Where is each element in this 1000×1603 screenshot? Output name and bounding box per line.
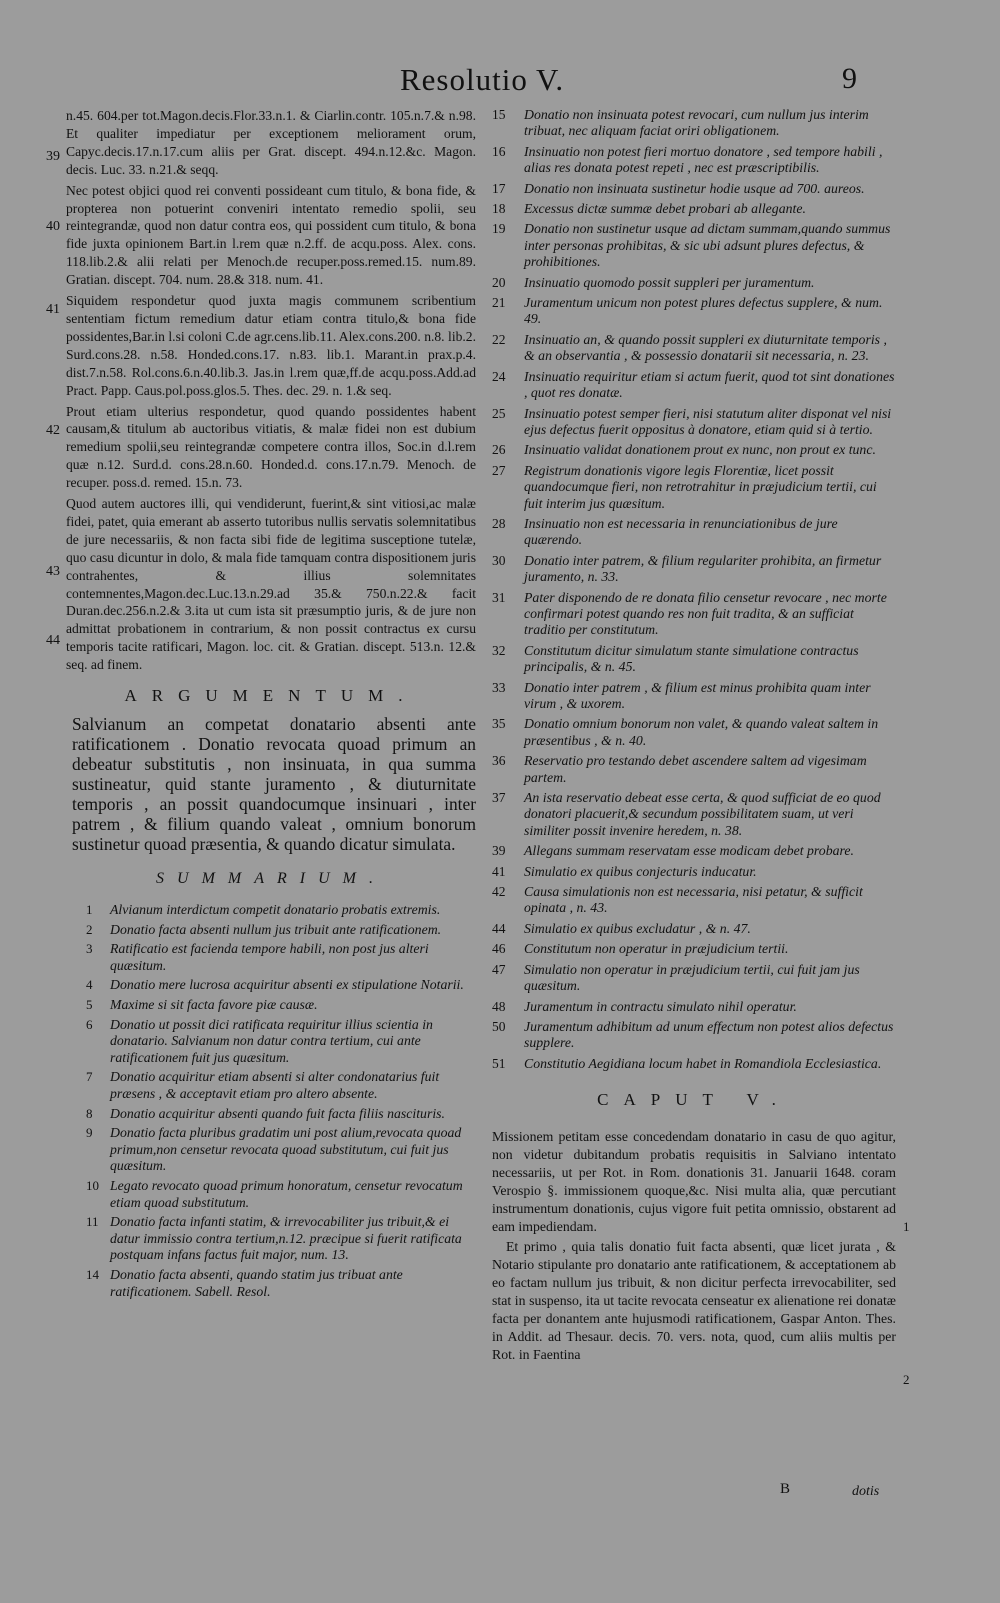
summarium-item: 11 Donatio facta infanti statim, & irrevocabiliter jus tribuit,& ei datur immissio contra tertium,n.12. præcipue si fuerit ratificata postquam infans factus fuit major, num. 13.	[86, 1214, 462, 1263]
margin-number: 40	[46, 219, 60, 234]
caput-title: CAPUT V.	[597, 1090, 791, 1110]
summarium-item: 25 Insinuatio potest semper fieri, nisi statutum aliter disponat vel nisi ejus defectus fuerit oppositus à donatore, etiam quid si à tertio.	[492, 405, 892, 437]
summarium-item: 9 Donatio facta pluribus gradatim uni post alium,revocata quoad primum,non censetur revocata quoad substitutum, cui fuit jus quæsitum.	[86, 1125, 462, 1174]
margin-number: 39	[46, 149, 60, 164]
argumentum-title: ARGUMENTUM.	[124, 686, 418, 706]
page-number: 9	[842, 62, 857, 95]
left-paragraph-1: n.45. 604.per tot.Magon.decis.Flor.33.n.1. & Ciarlin.contr. 105.n.7.& n.98. Et qualiter impediatur per exceptionem meliorament orum, Capyc.decis.17.n.17.cum aliis per Grat. discept. 494.n.12.&c. Magon. decis. Luc. 33. n.21.& seqq.	[66, 108, 476, 177]
caput-paragraph-1: Missionem petitam esse concedendam donatario in casu de quo agitur, non videtur dubitandum probatis requisitis in Salviano intentato necessariis, ut per Rot. in Rom. donationis 31. Januarii 1648. coram Verospio §. immissionem quoque,&c. Nisi multa alia, quæ percutiant instrumentum donationis, cujus vigore fuit petita omnissio, obstarent ad eam impediendam.	[492, 1129, 896, 1235]
left-paragraph-3: Siquidem respondetur quod juxta magis communem scribentium sententiam fictum remedium datur etiam contra titulo,& bona fide possidentes,Bar.in l.si coloni C.de agr.cens.lib.11. Alex.cons.200. n.8. lib.2. Surd.cons.28. n.58. Honded.cons.17. n.83. lib.1. Marant.in prax.p.4. dist.7.n.58. Rol.cons.6.n.40.lib.3. Jas.in l.rem quæ,ff.de acqu.poss.Add.ad Pract. Papp. Caus.pol.poss.glos.5. Thes. dec. 29. n. 1.& seq.	[66, 293, 476, 398]
summarium-continued-list	[492, 107, 896, 1072]
margin-number: 43	[46, 564, 60, 579]
argumentum-text: Salvianum an competat donatario absenti ante ratificationem . Donatio revocata quoad primum an debeatur substitutis , non insinuata, in qua summa sustineatur, quid stante juramento , & diuturnitate temporis , an possit quandocumque insinuari , inter patrem , & filium quando valeat , omnium bonorum sustinetur quoad præsentia, & quando dicatur simulata.	[72, 714, 476, 855]
summarium-item: 20 Insinuatio quomodo possit suppleri per juramentum.	[492, 274, 815, 290]
summarium-item: 16 Insinuatio non potest fieri mortuo donatore , sed tempore habili , alias res donata potest repeti , nec est præscriptibilis.	[492, 143, 883, 176]
summarium-item: 5 Maxime si sit facta favore piæ causæ.	[86, 997, 318, 1013]
page-header	[0, 62, 1000, 102]
margin-number: 1	[903, 1219, 910, 1234]
margin-number: 42	[46, 423, 60, 438]
summarium-item: 19 Donatio non sustinetur usque ad dictam summam,quando summus inter personas prohibitas, & sic ubi adsunt plures defectus, & prohibitiones.	[492, 221, 891, 270]
summarium-item: 24 Insinuatio requiritur etiam si actum fuerit, quod tot sint donationes , quot res donatæ.	[492, 368, 895, 401]
summarium-item: 47 Simulatio non operatur in præjudicium tertii, cui fuit jam jus quæsitum.	[492, 961, 860, 994]
summarium-item: 41 Simulatio ex quibus conjecturis inducatur.	[492, 863, 757, 879]
summarium-item: 1 Alvianum interdictum competit donatario probatis extremis.	[86, 902, 441, 918]
summarium-item: 26 Insinuatio validat donationem prout ex nunc, non prout ex tunc.	[492, 442, 876, 458]
left-paragraph-2: Nec potest objici quod rei conventi possideant cum titulo, & bona fide, & propterea non potuerint conveniri intentato remedio spolii, seu reintegrandæ, quod non datur contra eos, qui possident cum titulo, & bona fide juxta opinionem Bart.in l.rem quæ n.2.ff. de acqu.poss. Alex. cons. 118.lib.2.& alii relati per Menoch.de recuper.poss.remed.15. num.89. Gratian. discept. 704. num. 28.& 318. num. 41.	[66, 182, 476, 288]
summarium-item: 2 Donatio facta absenti nullum jus tribuit ante ratificationem.	[86, 921, 442, 937]
summarium-list	[66, 902, 476, 1300]
summarium-item: 44 Simulatio ex quibus excludatur , & n. 47.	[492, 920, 751, 936]
summarium-item: 37 An ista reservatio debeat esse certa, & quod sufficiat de eo quod donatori placuerit,& secundum possibilitatem suam, ut veri similiter possit invenire heredem, n. 38.	[492, 790, 881, 838]
summarium-item: 21 Juramentum unicum non potest plures defectus supplere, & num. 49.	[492, 295, 883, 327]
running-title: Resolutio V.	[400, 62, 565, 97]
summarium-item: 17 Donatio non insinuata sustinetur hodie usque ad 700. aureos.	[492, 180, 865, 196]
summarium-item: 30 Donatio inter patrem, & filium regulariter prohibita, an firmetur juramento, n. 33.	[492, 552, 882, 585]
margin-number: 2	[903, 1372, 910, 1387]
right-column	[492, 107, 896, 1366]
summarium-item: 28 Insinuatio non est necessaria in renunciationibus de jure quærendo.	[492, 515, 838, 548]
summarium-item: 32 Constitutum dicitur simulatum stante simulatione contractus principalis, & n. 45.	[492, 642, 859, 675]
summarium-item: 39 Allegans summam reservatam esse modicam debet probare.	[492, 843, 854, 859]
signature-mark: B	[780, 1481, 791, 1497]
summarium-item: 3 Ratificatio est facienda tempore habili, non post jus alteri quæsitum.	[86, 941, 429, 973]
summarium-item: 42 Causa simulationis non est necessaria, nisi petatur, & sufficit opinata , n. 43.	[492, 884, 863, 916]
left-paragraph-5: Quod autem auctores illi, qui vendiderunt, fuerint,& sint vitiosi,ac malæ fidei, patet, quia emerant ab asserto tutoribus nullis servatis solemnitatibus de jure necessariis, & non facta sibi fide de legitima susceptione tutelæ, quo casu dicuntur in dolo, & mala fide tamquam contra dispositionem juris contrahentes, & illius solemnitates contemnentes,Magon.dec.Luc.13.n.29.ad 35.& 750.n.22.& facit Duran.dec.256.n.2.& 3.ita ut cum ista sit præsumptio juris, & de jure non admittat probationem in contrarium, & non possit contractus ex cursu temporis tacite ratificari, Magon. loc. cit. & Gratian. discept. 513.n. 12.& seq. ad finem.	[66, 496, 476, 673]
summarium-item: 4 Donatio mere lucrosa acquiritur absenti ex stipulatione Notarii.	[86, 977, 464, 993]
margin-number: 44	[46, 633, 60, 648]
summarium-item: 51 Constitutio Aegidiana locum habet in Romandiola Ecclesiastica.	[492, 1055, 882, 1071]
summarium-item: 7 Donatio acquiritur etiam absenti si alter condonatarius fuit præsens , & acceptavit etiam pro altero absente.	[86, 1069, 440, 1102]
summarium-item: 27 Registrum donationis vigore legis Florentiæ, licet possit quandocumque fieri, non retrotrahitur in præjudicium tertii, cui fuit interim jus quæsitum.	[492, 462, 877, 511]
catchword: dotis	[852, 1484, 880, 1499]
summarium-item: 46 Constitutum non operatur in præjudicium tertii.	[492, 941, 789, 957]
left-column	[66, 107, 476, 1303]
summarium-item: 36 Reservatio pro testando debet ascendere saltem ad vigesimam partem.	[492, 753, 867, 785]
summarium-item: 15 Donatio non insinuata potest revocari, cum nullum jus interim tribuat, nec aliquam faciat oriri obligationem.	[492, 107, 869, 139]
left-paragraph-4: Prout etiam ulterius respondetur, quod quando possidentes habent causam,& titulum ab auctoribus vitiatis, & malæ fidei non est dubium remedium spolii,seu reintegrandæ competere contra illos, Soc.in d.l.rem quæ n.12. Surd.d. cons.28.n.60. Honded.d. cons.17.n.79. Menoch. de recuper. poss.d. remed. 15.n. 73.	[66, 403, 476, 491]
summarium-item: 8 Donatio acquiritur absenti quando fuit facta filiis nascituris.	[86, 1105, 445, 1121]
summarium-item: 31 Pater disponendo de re donata filio censetur revocare , nec morte confirmari potest quando res non fuit tradita, & an sufficiat traditio per constitutum.	[492, 589, 887, 638]
summarium-title: SUMMARIUM.	[156, 870, 386, 888]
summarium-item: 48 Juramentum in contractu simulato nihil operatur.	[492, 998, 797, 1014]
summarium-item: 35 Donatio omnium bonorum non valet, & quando valeat saltem in præsentibus , & n. 40.	[492, 716, 879, 748]
summarium-item: 18 Excessus dictæ summæ debet probari ab allegante.	[492, 201, 806, 217]
caput-paragraph-2: Et primo , quia talis donatio fuit facta absenti, quæ licet jurata , & Notario stipulante pro donatario ante ratificationem, & acceptationem ab eo factam nullum jus tribuit, & non dicitur perfecta irrevocabiliter, sed stat in suspenso, ita ut tacite revocata censeatur ex alienatione rei donatæ facta per donantem ante hujusmodi ratificationem, Gaspar Anton. Thes. in Addit. ad Thesaur. decis. 70. vers. nota, quod, cum aliis multis per Rot. in Faentina	[492, 1239, 896, 1363]
summarium-item: 6 Donatio ut possit dici ratificata requiritur illius scientia in donatario. Salvianum non datur contra tertium, cui ante ratificationem fuit jus quæsitum.	[86, 1016, 433, 1065]
summarium-item: 33 Donatio inter patrem , & filium est minus prohibita quam inter virum , & uxorem.	[492, 679, 871, 711]
summarium-item: 50 Juramentum adhibitum ad unum effectum non potest alios defectus supplere.	[492, 1018, 894, 1051]
summarium-item: 14 Donatio facta absenti, quando statim jus tribuat ante ratificationem. Sabell. Resol.	[86, 1266, 403, 1299]
summarium-item: 10 Legato revocato quoad primum honoratum, censetur revocatum etiam quoad substitutum.	[86, 1178, 463, 1210]
summarium-item: 22 Insinuatio an, & quando possit suppleri ex diuturnitate temporis , & an observantia , & possessio donatarii sit necessaria, n. 23.	[492, 331, 887, 364]
margin-number: 41	[46, 302, 60, 317]
